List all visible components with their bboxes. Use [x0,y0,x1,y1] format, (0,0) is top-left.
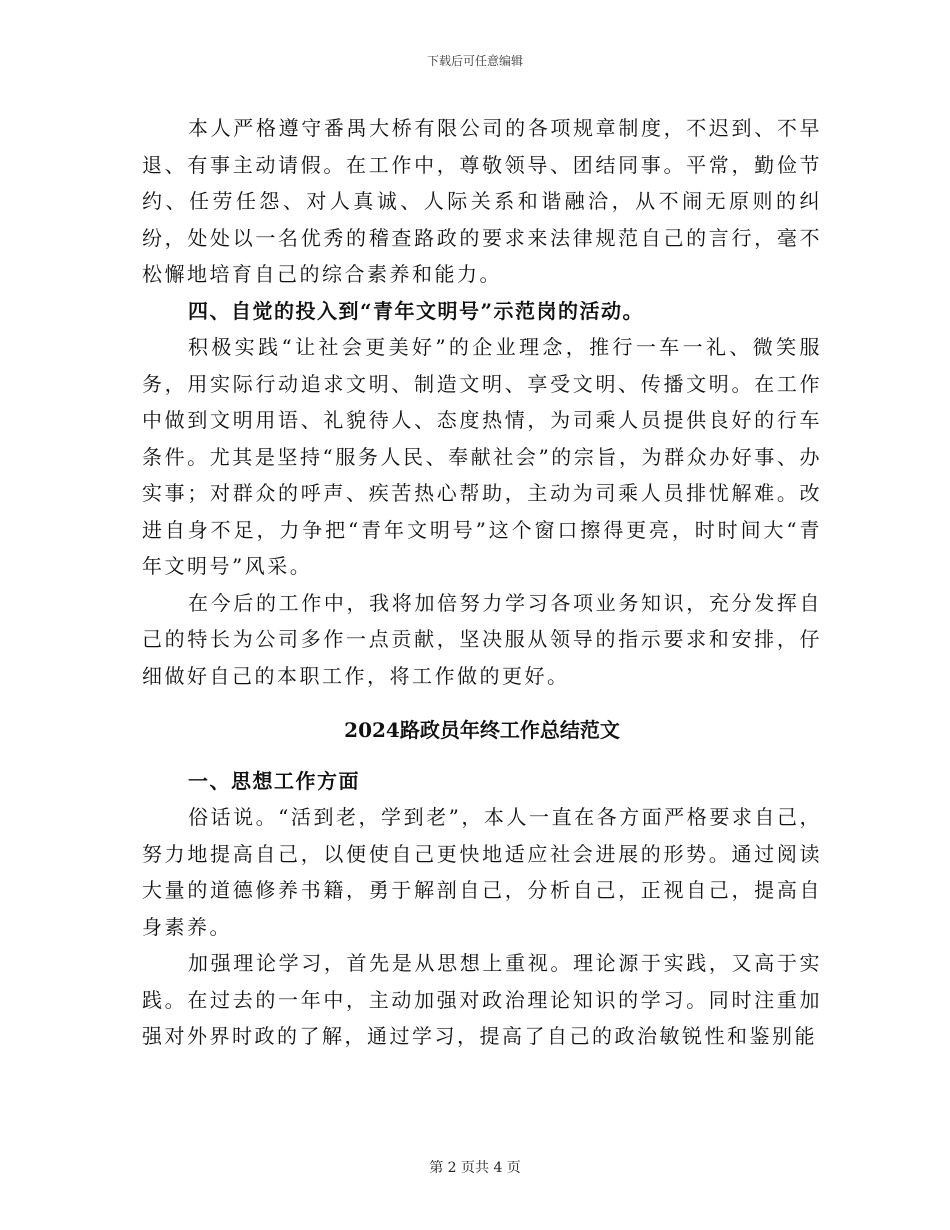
page-header-note: 下载后可任意编辑 [426,54,523,68]
paragraph-civilization: 积极实践“让社会更美好”的企业理念，推行一车一礼、微笑服务，用实际行动追求文明、制造文明、享受文明、传播文明。在工作中做到文明用语、礼貌待人、态度热情，为司乘人员提供良好的行车条件。尤其是坚持“服务人民、奉献社会”的宗旨，为群众办好事、办实事；对群众的呼声、疾苦热心帮助，主动为司乘人员排忧解难。改进自身不足，力争把“青年文明号”这个窗口擦得更亮，时时间大“青年文明号”风采。 [142,335,822,578]
document-title: 2024路政员年终工作总结范文 [344,718,620,742]
paragraph-discipline: 本人严格遵守番禺大桥有限公司的各项规章制度，不迟到、不早退、有事主动请假。在工作中，尊敬领导、团结同事。平常，勤俭节约、任劳任怨、对人真诚、人际关系和谐融洽，从不闹无原则的纠纷，处处以一名优秀的稽查路政的要求来法律规范自己的言行，毫不松懈地培育自己的综合素养和能力。 [142,116,822,286]
paragraph-lifelong-learning: 俗话说。“活到老，学到老”，本人一直在各方面严格要求自己，努力地提高自己，以便使自己更快地适应社会进展的形势。通过阅读大量的道德修养书籍，勇于解剖自己，分析自己，正视自己，提高自身素养。 [142,805,822,939]
paragraph-future-work: 在今后的工作中，我将加倍努力学习各项业务知识，充分发挥自己的特长为公司多作一点贡献，坚决服从领导的指示要求和安排，仔细做好自己的本职工作，将工作做的更好。 [142,590,822,688]
document-body [142,110,822,1055]
paragraph-theory-study: 加强理论学习，首先是从思想上重视。理论源于实践，又高于实践。在过去的一年中，主动加强对政治理论知识的学习。同时注重加强对外界时政的了解，通过学习，提高了自己的政治敏锐性和鉴别能 [142,951,822,1048]
heading-section-four: 四、自觉的投入到“青年文明号”示范岗的活动。 [188,298,645,323]
page-number: 第 2 页共 4 页 [429,1160,521,1176]
heading-thought-work: 一、思想工作方面 [188,768,360,793]
